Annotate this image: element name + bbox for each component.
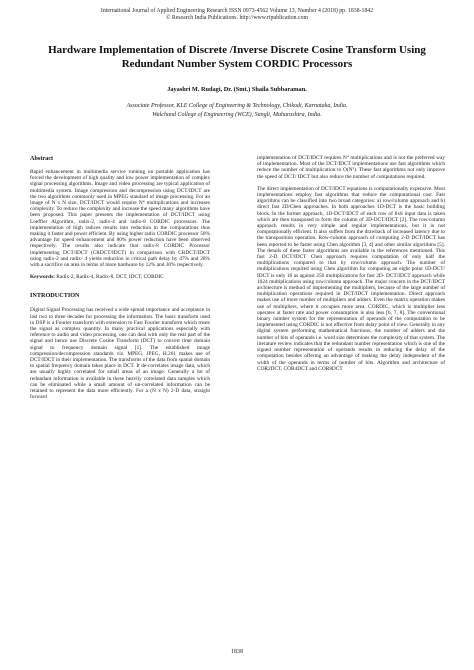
keywords-label: Keywords:	[30, 274, 55, 281]
paper-authors: Jayashri M. Rudagi, Dr. (Smt.) Shaila Subbaraman.	[167, 86, 307, 93]
affiliation-1: Associate Professor, KLE College of Engineering & Technology, Chikodi, Karnataka, India.	[126, 103, 348, 109]
introduction-text: Digital Signal Processing has received a wide spread importance and acceptance in last two to three decades for processing the information. The basic transform used in DSP is a Fourier transform with extension to Fast Fourier transform which treats the signal as complex quantity. In many practical applications especially with reference to audio and video processing, one can deal with only the real part of the signal and hence use Discrete Cosine Transform (DCT) to convert time domain signal to frequency domain signal [1]. The established image compression/decompression standards viz. MPEG, JPEG, H.261 makes use of DCT/IDCT in their implementation. The transforms of the data from spatial domain to spatial frequency domain takes place in DCT. It de-correlates image data, which are usually highly correlated for small areas of an image. Generally a lot of redundant information is available in these heavily correlated data samples which can be eliminated while a small amount of un-correlated information can be retained to represent the data more efficiently. For a (N x N) 2-D data, straight forward	[30, 307, 210, 401]
right-column-paragraph-2: The direct implementation of DCT/IDCT equations is computationally expensive. Most implementations employ fast algorithms that reduce the computational cost. Fast algorithms can be classified into two broad categories: a) row/column approach and b) direct fast 2D/Chen approaches. In both approaches 1D-DCT is the basic building block. In the former approach, 1D-DCT/IDCT of each row of 8x8 input data is taken which are then transposed to form the column of 2D-DCT/IDCT [2]. The row/column approach results in very simple and regular implementations, but it is not computationally efficient. It also suffers from the drawback of increased latency due to the transposition operation. Row-column approach of computing 2-D DCT/IDCT has been reported to be faster using Chen algorithm [3, 4] and other similar algorithms [5]. The details of these faster algorithms are available in the references mentioned. This fast 2-D DCT/IDCT Chen approach requires computation of only half the multiplications compared to that by row/column approach. The number of multiplications required using Chen algorithm for computing an eight point 1D-DCT/ IDCT is only 16 as against 256 multiplications for fast 2D- DCT/IDCT approach while 1024 multiplications using row/column approach. The major concern in the DCT/IDCT architecture is method of implementing the multipliers, because of the large number of multiplication operations required in DCT/IDCT implementation. Direct approach makes use of more number of multipliers and adders. Even the matrix operation makes use of multipliers, where it occupies more area. CORDIC, which is multiplier less operates at faster rate and power consumption is also less [6, 7, 8]. The conventional binary number system for the representation of operands of the computation to be implemented using CORDIC is not effective from delay point of view. Generally in any digital system performing mathematical functions, the number of adders and the number of bits of operands i.e. word size determines the complexity of that system. The literature review indicates that the redundant number representation which is one of the signed number representation of operands results in reducing the delay of the computation besides offering an advantage of making the delay independent of the width of the operands in terms of number of bits. Algorithm and architecture of COR2DCT, COR4DCT and COR8DCT	[257, 185, 445, 372]
affiliation-2: Walchand College of Engineering (WCE), Sangli, Maharashtra, India.	[152, 112, 322, 118]
introduction-heading: INTRODUCTION	[30, 292, 80, 300]
paper-title: Hardware Implementation of Discrete /Inverse Discrete Cosine Transform Using Redundant Number System CORDIC Processors	[48, 44, 426, 70]
left-column	[30, 155, 210, 401]
right-column-paragraph-1: implementation of DCT/IDCT requires N⁴ multiplications and is not the preferred way of implementation. Most of the DCT/IDCT implementations use fast algorithms which reduce the number of multiplication to O(N³). These fast algorithms not only improve the speed of DCT/ IDCT but also reduce the number of computations required.	[257, 155, 445, 180]
journal-citation-line: International Journal of Applied Engineering Research ISSN 0973-4562 Volume 13, Number 4 (2018) pp. 1838-1842	[100, 8, 374, 14]
page-number: 1838	[231, 649, 243, 655]
publisher-line: © Research India Publications. http://www.ripublication.com	[166, 15, 308, 21]
keywords-text: Radix-2, Radix-4, Radix-8, DCT, IDCT, CORDIC	[56, 274, 164, 281]
abstract-text: Rapid enhancement in multimedia service running on portable application has forced the development of high quality and low power implementation of complex signal processing algorithms. Image and video processing are typical application of multimedia system. Image compression and decompression using DCT/IDCT are the two algorithms commonly used in MPEG standard of image processing. For an image of N x N size, DCT/IDCT would require N⁴ multiplications and increases complexity. To reduce the complexity and increase the speed many algorithms have been proposed. This paper presents the implementation of DCT/IDCT using Loeffler Algorithm, radix-2, radix-4 and radix-8 CORDIC processors. The implementation of high radices results into reduction in the computations thus making it faster and power efficient. By using higher radix CORDIC processor 50% advantage for speed enhancement and 80% power reduction have been observed respectively. The results also indicate that radix-8 CORDIC Processor implementing DCT/IDCT (CRDCT/IDCT) in comparison with CRDCT/IDCT using radix-2 and radix- 4 yields reduction in critical path delay by 47% and 28% with a sacrifice on area in terms of more hardware by 12% and 30% respectively.	[30, 169, 210, 269]
right-column	[257, 155, 445, 372]
abstract-heading: Abstract	[30, 155, 54, 162]
